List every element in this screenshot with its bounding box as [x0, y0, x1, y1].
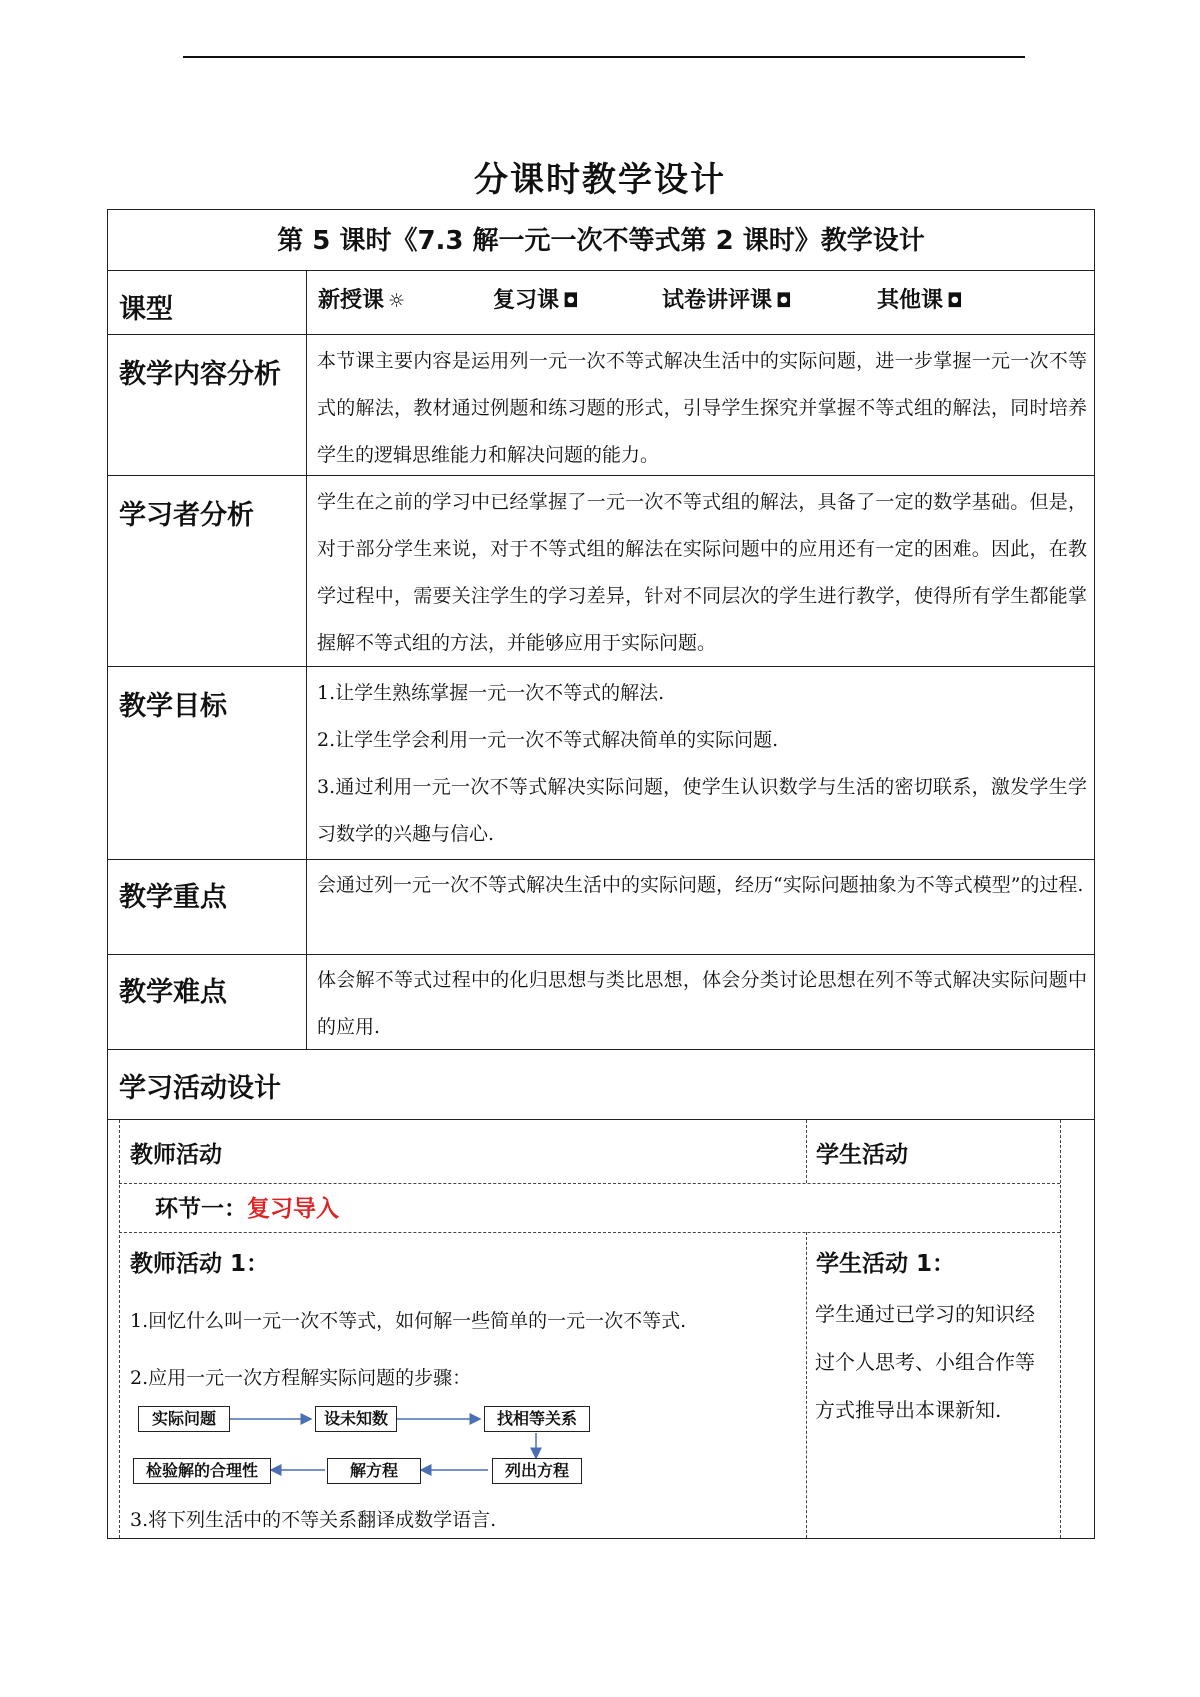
inverse-bullet-icon: ◘ [947, 290, 963, 312]
student-activity-title: 学生活动 1： [816, 1251, 956, 1277]
flow-step-box: 设未知数 [315, 1406, 397, 1432]
key-points-text: 会通过列一元一次不等式解决生活中的实际问题，经历“实际问题抽象为不等式模型”的过程. [317, 874, 1084, 896]
learner-analysis-label: 学习者分析 [119, 500, 254, 531]
student-activity-text: 学生通过已学习的知识经过个人思考、小组合作等方式推导出本课新知. [815, 1302, 1035, 1422]
type-option-review: 复习课 ◘ [493, 288, 579, 313]
teacher-item: 3.将下列生活中的不等关系翻译成数学语言. [130, 1509, 497, 1531]
flow-step-box: 解方程 [327, 1458, 421, 1484]
inverse-bullet-icon: ◘ [563, 290, 579, 312]
objectives-label: 教学目标 [119, 691, 227, 722]
flow-step-box: 实际问题 [138, 1406, 230, 1432]
key-points-label: 教学重点 [119, 882, 227, 913]
section-name: 复习导入 [247, 1196, 339, 1222]
difficulties-text: 体会解不等式过程中的化归思想与类比思想，体会分类讨论思想在列不等式解决实际问题中的应用. [317, 969, 1087, 1038]
teacher-item: 2.应用一元一次方程解实际问题的步骤： [130, 1367, 472, 1389]
section-title: 环节一：复习导入 [155, 1196, 339, 1222]
objective-item: 3.通过利用一元一次不等式解决实际问题，使学生认识数学与生活的密切联系，激发学生学习数学的兴趣与信心. [317, 776, 1087, 845]
flow-step-box: 列出方程 [492, 1458, 582, 1484]
activity-design-heading: 学习活动设计 [119, 1073, 281, 1104]
teacher-activity-title: 教师活动 1： [130, 1251, 270, 1277]
difficulties-label: 教学难点 [119, 977, 227, 1008]
objective-item: 2.让学生学会利用一元一次不等式解决简单的实际问题. [317, 729, 779, 751]
learner-analysis-text: 学生在之前的学习中已经掌握了一元一次不等式组的解法，具备了一定的数学基础。但是，对于部分学生来说，对于不等式组的解法在实际问题中的应用还有一定的困难。因此，在教学过程中，需要关注学生的学习差异，针对不同层次的学生进行教学，使得所有学生都能掌握解不等式组的方法，并能够应用于实际问题。 [317, 491, 1087, 654]
teacher-activity-header: 教师活动 [130, 1142, 222, 1168]
flow-step-box: 检验解的合理性 [133, 1458, 271, 1484]
type-option-exam-review: 试卷讲评课 ◘ [662, 288, 792, 313]
teacher-item: 1.回忆什么叫一元一次不等式，如何解一些简单的一元一次不等式. [130, 1310, 687, 1332]
lesson-type-label: 课型 [119, 294, 173, 325]
inverse-bullet-icon: ◘ [776, 290, 792, 312]
lesson-title: 第 5 课时《7.3 解一元一次不等式第 2 课时》教学设计 [277, 226, 925, 256]
content-analysis-text: 本节课主要内容是运用列一元一次不等式解决生活中的实际问题，进一步掌握一元一次不等式的解法，教材通过例题和练习题的形式，引导学生探究并掌握不等式组的解法，同时培养学生的逻辑思维能力和解决问题的能力。 [317, 350, 1087, 466]
document-title: 分课时教学设计 [474, 160, 726, 200]
type-option-new: 新授课 ☼ [318, 288, 406, 313]
objective-item: 1.让学生熟练掌握一元一次不等式的解法. [317, 682, 665, 704]
flow-step-box: 找相等关系 [484, 1406, 590, 1432]
student-activity-header: 学生活动 [816, 1142, 908, 1168]
content-analysis-label: 教学内容分析 [119, 359, 281, 390]
type-option-other: 其他课 ◘ [877, 288, 963, 313]
sun-icon: ☼ [388, 290, 406, 312]
